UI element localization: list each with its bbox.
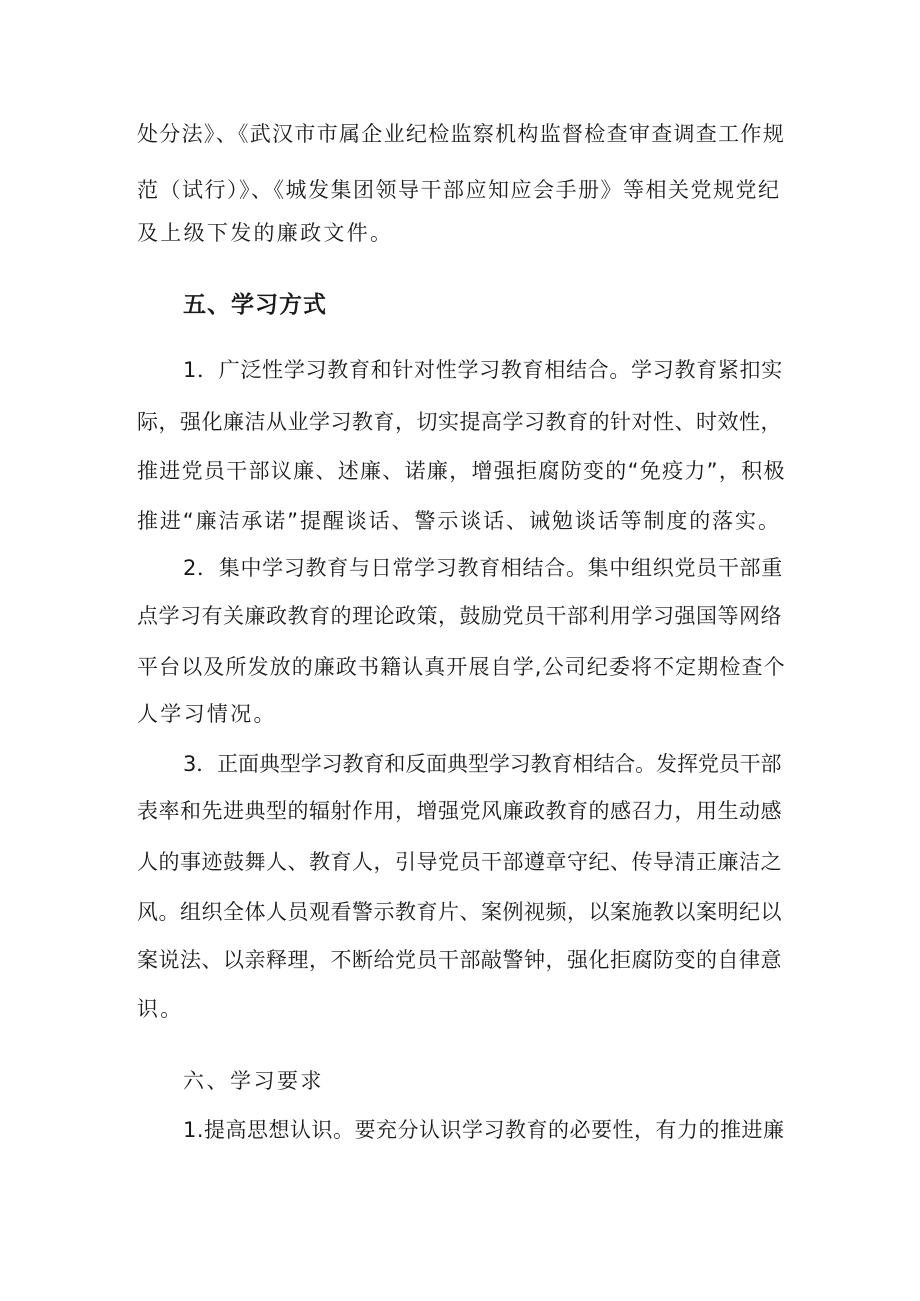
paragraph-line: 人学习情况。 [137,702,277,726]
section-heading: 五、学习方式 [183,292,327,318]
paragraph-line: 风。组织全体人员观看警示教育片、案例视频，以案施教以案明纪以 [137,900,782,924]
paragraph-line: 及上级下发的廉政文件。 [137,221,394,245]
paragraph-line: 2．集中学习教育与日常学习教育相结合。集中组织党员干部重 [183,556,783,580]
paragraph-line: 1.提高思想认识。要充分认识学习教育的必要性，有力的推进廉 [183,1118,785,1142]
paragraph-line: 处分法》、《武汉市市属企业纪检监察机构监督检查审查调查工作规 [137,122,785,146]
paragraph-line: 范（试行）》、《城发集团领导干部应知应会手册》等相关党规党纪 [137,178,781,202]
paragraph-line: 识。 [137,997,184,1021]
paragraph-line: 人的事迹鼓舞人、教育人，引导党员干部遵章守纪、传导清正廉洁之 [137,850,782,874]
paragraph-line: 推进“廉洁承诺”提醒谈话、警示谈话、诫勉谈话等制度的落实。 [137,509,781,533]
paragraph-line: 案说法、以亲释理，不断给党员干部敲警钟，强化拒腐防变的自律意 [137,948,782,972]
paragraph-line: 际，强化廉洁从业学习教育，切实提高学习教育的针对性、时效性， [137,410,782,434]
paragraph-line: 推进党员干部议廉、述廉、诺廉，增强拒腐防变的“免疫力”，积极 [137,459,786,483]
paragraph-line: 3．正面典型学习教育和反面典型学习教育相结合。发挥党员干部 [183,752,782,776]
paragraph-line: 点学习有关廉政教育的理论政策，鼓励党员干部利用学习强国等网络 [137,604,782,628]
paragraph-line: 1．广泛性学习教育和针对性学习教育相结合。学习教育紧扣实 [183,358,783,382]
paragraph-line: 表率和先进典型的辐射作用，增强党风廉政教育的感召力，用生动感 [137,799,782,823]
section-heading: 六、学习要求 [183,1069,324,1093]
paragraph-line: 平台以及所发放的廉政书籍认真开展自学,公司纪委将不定期检查个 [137,655,786,679]
